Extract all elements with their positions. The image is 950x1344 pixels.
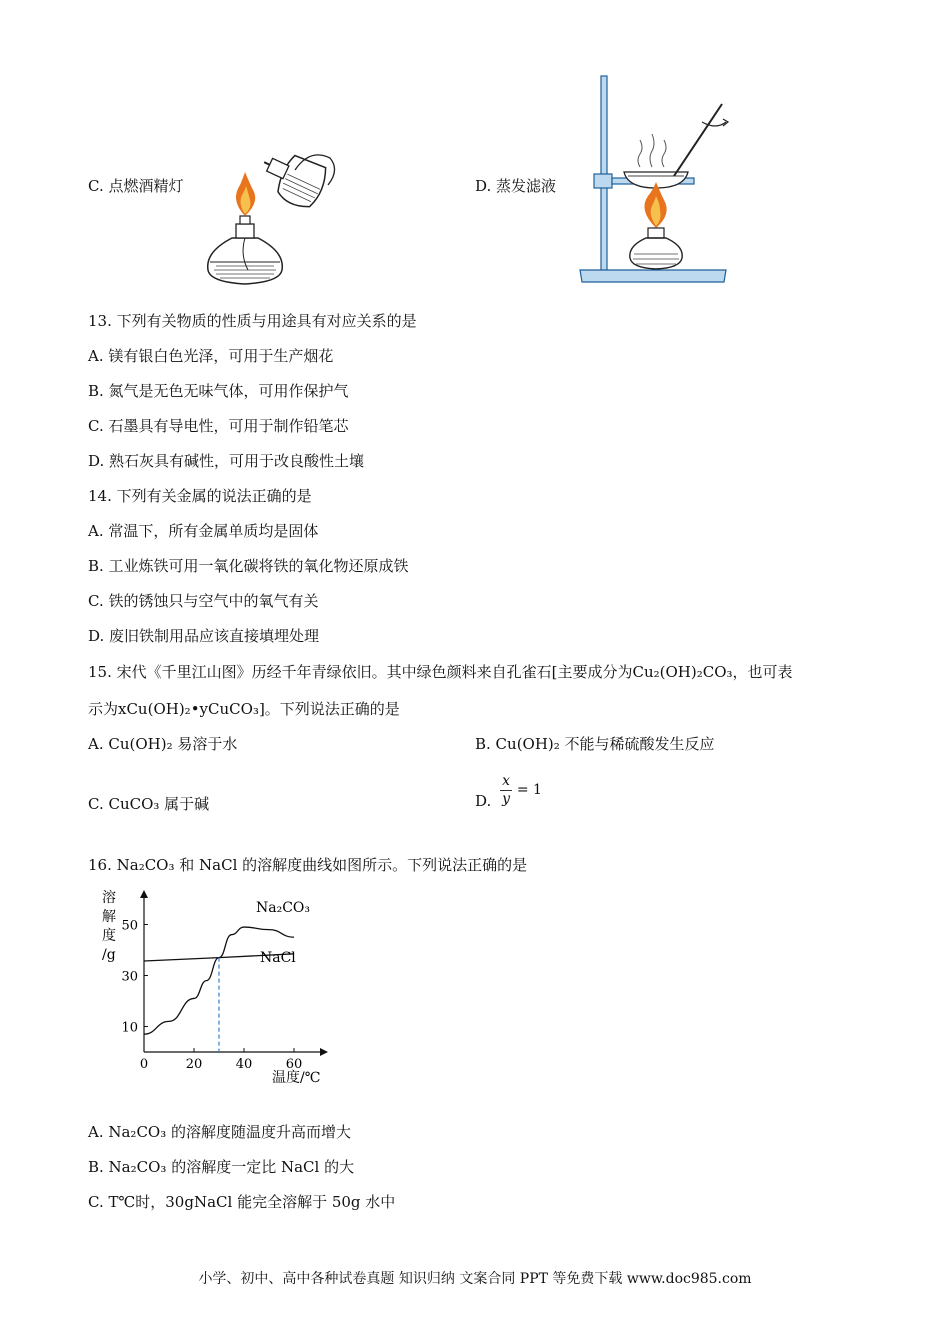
q16-option-b: B. Na₂CO₃ 的溶解度一定比 NaCl 的大 xyxy=(88,1158,355,1176)
x-tick-label: 20 xyxy=(185,1057,203,1072)
q13-stem: 13. 下列有关物质的性质与用途具有对应关系的是 xyxy=(88,312,417,330)
evaporating-filtrate-figure xyxy=(576,72,736,287)
q12-option-d: D. 蒸发滤液 xyxy=(475,177,557,195)
y-axis-label-char: 解 xyxy=(102,909,116,925)
q16-option-c: C. T℃时，30gNaCl 能完全溶解于 50g 水中 xyxy=(88,1193,396,1211)
q16-option-a: A. Na₂CO₃ 的溶解度随温度升高而增大 xyxy=(88,1123,352,1141)
x-tick-label: 0 xyxy=(139,1057,149,1072)
nacl-series-label: NaCl xyxy=(260,950,296,966)
fraction-numerator: x xyxy=(502,772,510,789)
q15-stem-line1: 15. 宋代《千里江山图》历经千年青绿依旧。其中绿色颜料来自孔雀石[主要成分为Cu₂(OH)₂CO₃，也可表 xyxy=(88,663,793,681)
q14-option-b: B. 工业炼铁可用一氧化碳将铁的氧化物还原成铁 xyxy=(88,557,409,575)
q14-option-d: D. 废旧铁制用品应该直接填埋处理 xyxy=(88,627,320,645)
q15-option-b: B. Cu(OH)₂ 不能与稀硫酸发生反应 xyxy=(475,735,715,753)
x-tick-label: 40 xyxy=(235,1057,253,1072)
y-axis-label-char: /g xyxy=(102,947,116,963)
lighting-alcohol-lamp-figure xyxy=(200,140,340,288)
chart-ticks xyxy=(121,919,302,1073)
q14-option-c: C. 铁的锈蚀只与空气中的氧气有关 xyxy=(88,592,319,610)
y-axis-label-char: 度 xyxy=(102,928,116,944)
solubility-curve-chart xyxy=(90,882,340,1090)
fraction-denominator: y xyxy=(502,790,510,807)
q13-option-b: B. 氮气是无色无味气体，可用作保护气 xyxy=(88,382,349,400)
y-axis-label-char: 溶 xyxy=(102,890,116,906)
fraction-x-over-y xyxy=(500,774,512,807)
q14-option-a: A. 常温下，所有金属单质均是固体 xyxy=(88,522,319,540)
q15-stem-line2: 示为xCu(OH)₂•yCuCO₃]。下列说法正确的是 xyxy=(88,700,400,718)
chart-series xyxy=(144,900,310,1052)
y-tick-label: 50 xyxy=(121,918,138,934)
q14-stem: 14. 下列有关金属的说法正确的是 xyxy=(88,487,312,505)
q15-option-d xyxy=(475,771,542,809)
na2co3-series-label: Na₂CO₃ xyxy=(256,900,311,916)
fraction-equals-one: = 1 xyxy=(516,782,542,798)
x-axis-arrow xyxy=(320,1048,328,1056)
y-tick-label: 10 xyxy=(121,1020,138,1036)
q13-option-a: A. 镁有银白色光泽，可用于生产烟花 xyxy=(88,347,334,365)
y-axis-label xyxy=(102,889,116,963)
q15-option-c: C. CuCO₃ 属于碱 xyxy=(88,795,210,813)
q15-option-d-label: D. xyxy=(475,792,492,810)
x-tick-label: 60 xyxy=(285,1057,303,1072)
y-axis-arrow xyxy=(140,890,148,898)
q13-option-c: C. 石墨具有导电性，可用于制作铅笔芯 xyxy=(88,417,349,435)
page-footer: 小学、初中、高中各种试卷真题 知识归纳 文案合同 PPT 等免费下载 www.doc985.com xyxy=(198,1271,752,1287)
x-axis-label: 温度/℃ xyxy=(272,1070,321,1086)
q13-option-d: D. 熟石灰具有碱性，可用于改良酸性土壤 xyxy=(88,452,365,470)
q15-option-a: A. Cu(OH)₂ 易溶于水 xyxy=(88,735,238,753)
q16-stem: 16. Na₂CO₃ 和 NaCl 的溶解度曲线如图所示。下列说法正确的是 xyxy=(88,856,528,874)
q12-option-c: C. 点燃酒精灯 xyxy=(88,177,184,195)
y-tick-label: 30 xyxy=(121,969,138,985)
